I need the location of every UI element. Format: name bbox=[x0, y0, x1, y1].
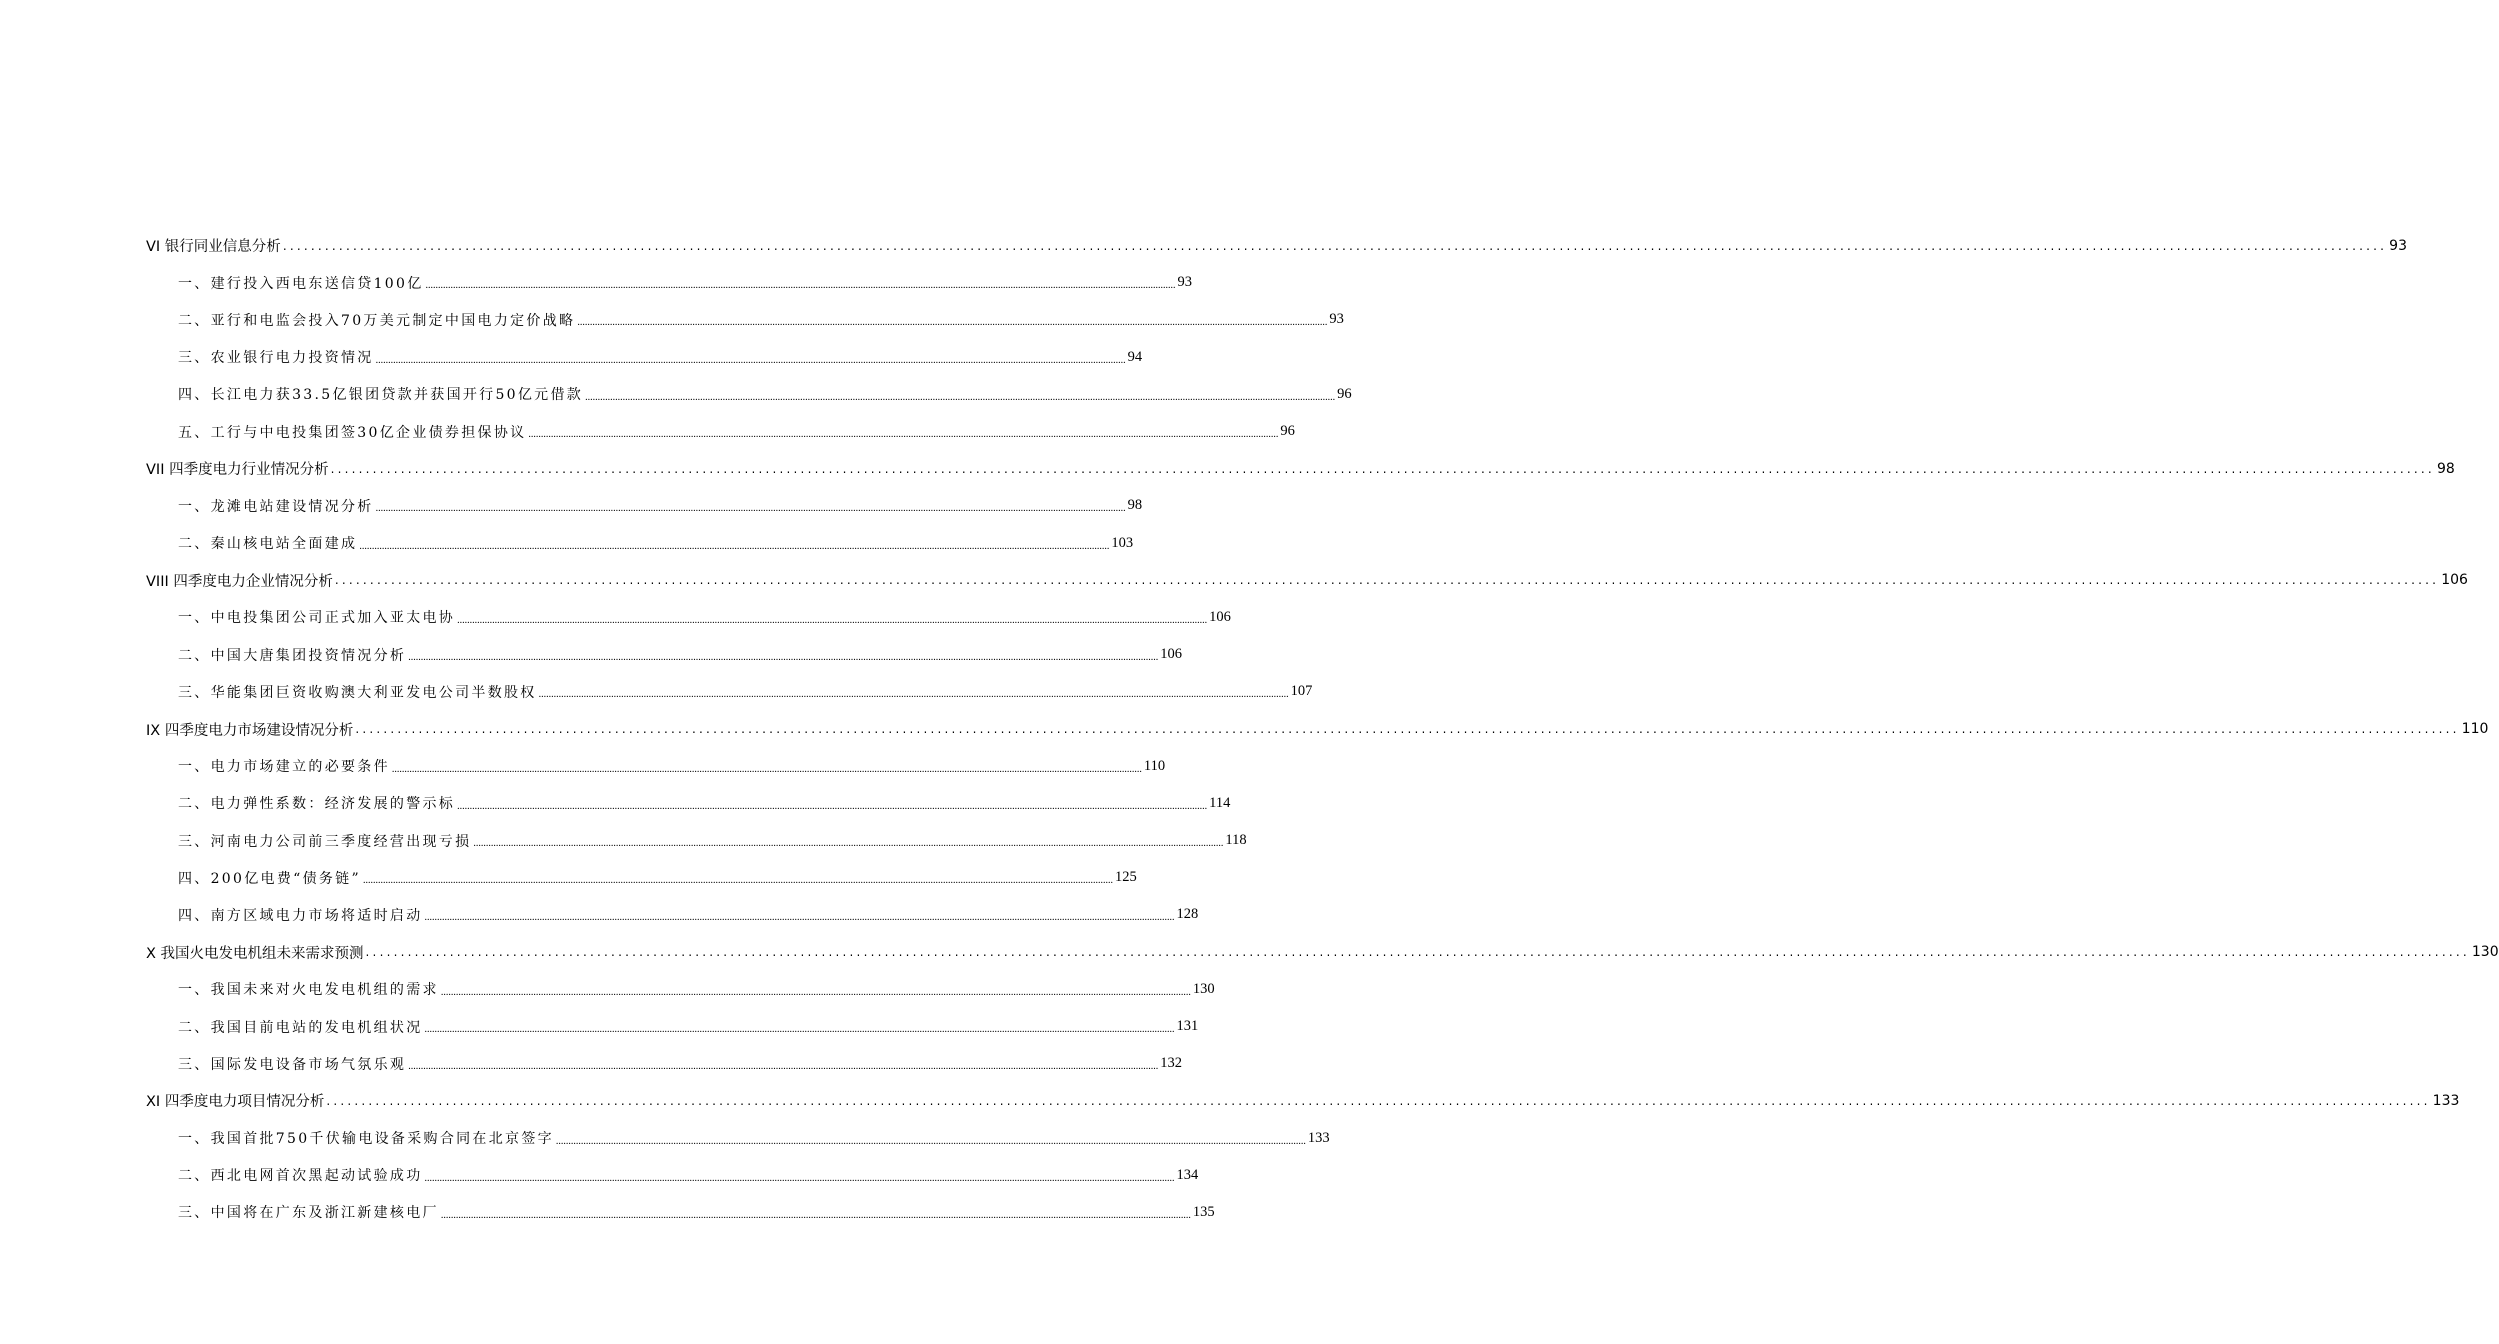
toc-entry-title: 三、国际发电设备市场气氛乐观 bbox=[178, 1056, 407, 1073]
dot-leader: ............................................................................................................................................................................................................................................................................................................ bbox=[424, 1024, 1175, 1036]
dot-leader: ............................................................................................................................................................................................................................................................................................................ bbox=[282, 238, 2388, 253]
toc-entry-title: 二、西北电网首次黑起动试验成功 bbox=[178, 1168, 423, 1185]
toc-entry-page: 114 bbox=[1209, 794, 1231, 811]
toc-entry-page: 130 bbox=[1192, 980, 1215, 997]
toc-entry-section[interactable] bbox=[0, 785, 1231, 822]
dot-leader: ............................................................................................................................................................................................................................................................................................................ bbox=[585, 391, 1336, 403]
toc-entry-title: 三、华能集团巨资收购澳大利亚发电公司半数股权 bbox=[178, 684, 537, 701]
toc-entry-page: 96 bbox=[1337, 385, 1352, 402]
toc-entry-title: VIII 四季度电力企业情况分析 bbox=[146, 573, 333, 590]
dot-leader: ............................................................................................................................................................................................................................................................................................................ bbox=[457, 614, 1208, 626]
toc-entry-page: 106 bbox=[2441, 572, 2468, 589]
toc-entry-title: VI 银行同业信息分析 bbox=[146, 239, 281, 256]
dot-leader: ............................................................................................................................................................................................................................................................................................................ bbox=[365, 945, 2470, 960]
toc-entry-page: 94 bbox=[1127, 348, 1143, 365]
toc-entry-page: 128 bbox=[1176, 906, 1199, 923]
dot-leader: ............................................................................................................................................................................................................................................................................................................ bbox=[424, 912, 1175, 924]
toc-entry-section[interactable] bbox=[0, 264, 1193, 301]
toc-entry-title: XI 四季度电力项目情况分析 bbox=[146, 1094, 325, 1111]
dot-leader: ............................................................................................................................................................................................................................................................................................................ bbox=[440, 1209, 1191, 1221]
dot-leader: ............................................................................................................................................................................................................................................................................................................ bbox=[424, 1172, 1175, 1184]
toc-entry-page: 96 bbox=[1280, 423, 1295, 440]
toc-entry-chapter[interactable] bbox=[0, 227, 2407, 264]
toc-entry-title: 三、中国将在广东及浙江新建核电厂 bbox=[178, 1205, 439, 1222]
dot-leader: ............................................................................................................................................................................................................................................................................................................ bbox=[334, 573, 2440, 588]
dot-leader: ............................................................................................................................................................................................................................................................................................................ bbox=[391, 763, 1142, 775]
toc-entry-page: 130 bbox=[2471, 944, 2499, 961]
toc-entry-page: 98 bbox=[2436, 460, 2455, 477]
toc-entry-title: 一、龙滩电站建设情况分析 bbox=[178, 498, 374, 515]
toc-entry-title: 一、建行投入西电东送信贷100亿 bbox=[178, 275, 424, 292]
toc-entry-title: 四、长江电力获33.5亿银团贷款并获国开行50亿元借款 bbox=[178, 387, 584, 404]
toc-entry-page: 103 bbox=[1111, 534, 1134, 551]
toc-entry-title: 二、中国大唐集团投资情况分析 bbox=[178, 647, 407, 664]
dot-leader: ............................................................................................................................................................................................................................................................................................................ bbox=[577, 317, 1328, 329]
dot-leader: ............................................................................................................................................................................................................................................................................................................ bbox=[359, 540, 1110, 552]
dot-leader: ............................................................................................................................................................................................................................................................................................................ bbox=[408, 652, 1159, 664]
toc-entry-title: 二、亚行和电监会投入70万美元制定中国电力定价战略 bbox=[178, 312, 576, 329]
dot-leader: ............................................................................................................................................................................................................................................................................................................ bbox=[326, 1093, 2431, 1108]
dot-leader: ............................................................................................................................................................................................................................................................................................................ bbox=[440, 986, 1191, 998]
dot-leader: ............................................................................................................................................................................................................................................................................................................ bbox=[362, 875, 1113, 887]
dot-leader: ............................................................................................................................................................................................................................................................................................................ bbox=[355, 722, 2460, 737]
dot-leader: ............................................................................................................................................................................................................................................................................................................ bbox=[408, 1061, 1159, 1073]
dot-leader: ............................................................................................................................................................................................................................................................................................................ bbox=[375, 503, 1126, 515]
toc-entry-section[interactable] bbox=[0, 1008, 1199, 1045]
toc-entry-chapter[interactable] bbox=[0, 710, 2489, 747]
toc-entry-section[interactable] bbox=[0, 748, 1166, 785]
toc-entry-page: 132 bbox=[1160, 1055, 1182, 1072]
toc-entry-page: 134 bbox=[1176, 1166, 1199, 1183]
toc-entry-section[interactable] bbox=[0, 487, 1143, 524]
dot-leader: ............................................................................................................................................................................................................................................................................................................ bbox=[473, 838, 1224, 850]
toc-entry-section[interactable] bbox=[0, 339, 1143, 376]
toc-entry-section[interactable] bbox=[0, 636, 1182, 673]
table-of-contents bbox=[0, 227, 2499, 1231]
toc-entry-section[interactable] bbox=[0, 301, 1344, 338]
toc-entry-page: 133 bbox=[2432, 1092, 2460, 1109]
toc-entry-title: 二、电力弹性系数：经济发展的警示标 bbox=[178, 796, 456, 813]
dot-leader: ............................................................................................................................................................................................................................................................................................................ bbox=[538, 689, 1289, 701]
toc-entry-page: 110 bbox=[2461, 721, 2489, 738]
toc-entry-section[interactable] bbox=[0, 673, 1313, 710]
toc-entry-section[interactable] bbox=[0, 822, 1247, 859]
toc-entry-section[interactable] bbox=[0, 859, 1137, 896]
toc-entry-section[interactable] bbox=[0, 1157, 1199, 1194]
toc-entry-page: 110 bbox=[1143, 757, 1166, 774]
dot-leader: ............................................................................................................................................................................................................................................................................................................ bbox=[555, 1135, 1306, 1147]
toc-entry-section[interactable] bbox=[0, 376, 1352, 413]
toc-entry-page: 135 bbox=[1192, 1203, 1215, 1220]
toc-entry-title: 二、我国目前电站的发电机组状况 bbox=[178, 1019, 423, 1036]
dot-leader: ............................................................................................................................................................................................................................................................................................................ bbox=[425, 280, 1176, 292]
toc-entry-title: 四、南方区域电力市场将适时启动 bbox=[178, 907, 423, 924]
toc-entry-title: 三、河南电力公司前三季度经营出现亏损 bbox=[178, 833, 472, 850]
toc-entry-title: 三、农业银行电力投资情况 bbox=[178, 350, 374, 367]
toc-entry-page: 131 bbox=[1176, 1018, 1199, 1035]
toc-entry-section[interactable] bbox=[0, 599, 1231, 636]
toc-entry-title: 一、我国首批750千伏输电设备采购合同在北京签字 bbox=[178, 1131, 554, 1148]
toc-entry-page: 93 bbox=[1329, 311, 1344, 328]
toc-entry-title: 一、我国未来对火电发电机组的需求 bbox=[178, 982, 439, 999]
dot-leader: ............................................................................................................................................................................................................................................................................................................ bbox=[528, 429, 1279, 441]
dot-leader: ............................................................................................................................................................................................................................................................................................................ bbox=[375, 354, 1126, 366]
toc-entry-section[interactable] bbox=[0, 525, 1134, 562]
toc-entry-title: IX 四季度电力市场建设情况分析 bbox=[146, 722, 354, 739]
toc-entry-section[interactable] bbox=[0, 971, 1215, 1008]
toc-entry-section[interactable] bbox=[0, 1045, 1182, 1082]
toc-entry-title: 一、中电投集团公司正式加入亚太电协 bbox=[178, 610, 456, 627]
toc-entry-title: 四、200亿电费“债务链” bbox=[178, 870, 361, 887]
toc-entry-page: 93 bbox=[1177, 274, 1193, 291]
dot-leader: ............................................................................................................................................................................................................................................................................................................ bbox=[330, 461, 2435, 476]
toc-entry-page: 125 bbox=[1114, 869, 1137, 886]
toc-entry-page: 133 bbox=[1307, 1129, 1330, 1146]
toc-entry-section[interactable] bbox=[0, 896, 1199, 933]
toc-entry-page: 118 bbox=[1225, 832, 1247, 849]
toc-entry-page: 107 bbox=[1290, 683, 1313, 700]
toc-entry-chapter[interactable] bbox=[0, 450, 2455, 487]
toc-entry-title: 五、工行与中电投集团签30亿企业债券担保协议 bbox=[178, 424, 527, 441]
toc-entry-page: 106 bbox=[1209, 608, 1231, 625]
toc-entry-page: 98 bbox=[1127, 497, 1143, 514]
toc-entry-title: VII 四季度电力行业情况分析 bbox=[146, 462, 329, 479]
toc-entry-section[interactable] bbox=[0, 413, 1295, 450]
toc-entry-section[interactable] bbox=[0, 1194, 1215, 1231]
toc-entry-section[interactable] bbox=[0, 1120, 1330, 1157]
toc-entry-page: 106 bbox=[1160, 646, 1182, 663]
toc-entry-chapter[interactable] bbox=[0, 562, 2468, 599]
toc-entry-chapter[interactable] bbox=[0, 1082, 2460, 1119]
toc-entry-page: 93 bbox=[2389, 237, 2407, 254]
toc-entry-title: X 我国火电发电机组未来需求预测 bbox=[146, 945, 364, 962]
toc-entry-chapter[interactable] bbox=[0, 934, 2499, 971]
toc-entry-title: 一、电力市场建立的必要条件 bbox=[178, 759, 390, 776]
toc-entry-title: 二、秦山核电站全面建成 bbox=[178, 536, 358, 553]
dot-leader: ............................................................................................................................................................................................................................................................................................................ bbox=[457, 800, 1208, 812]
